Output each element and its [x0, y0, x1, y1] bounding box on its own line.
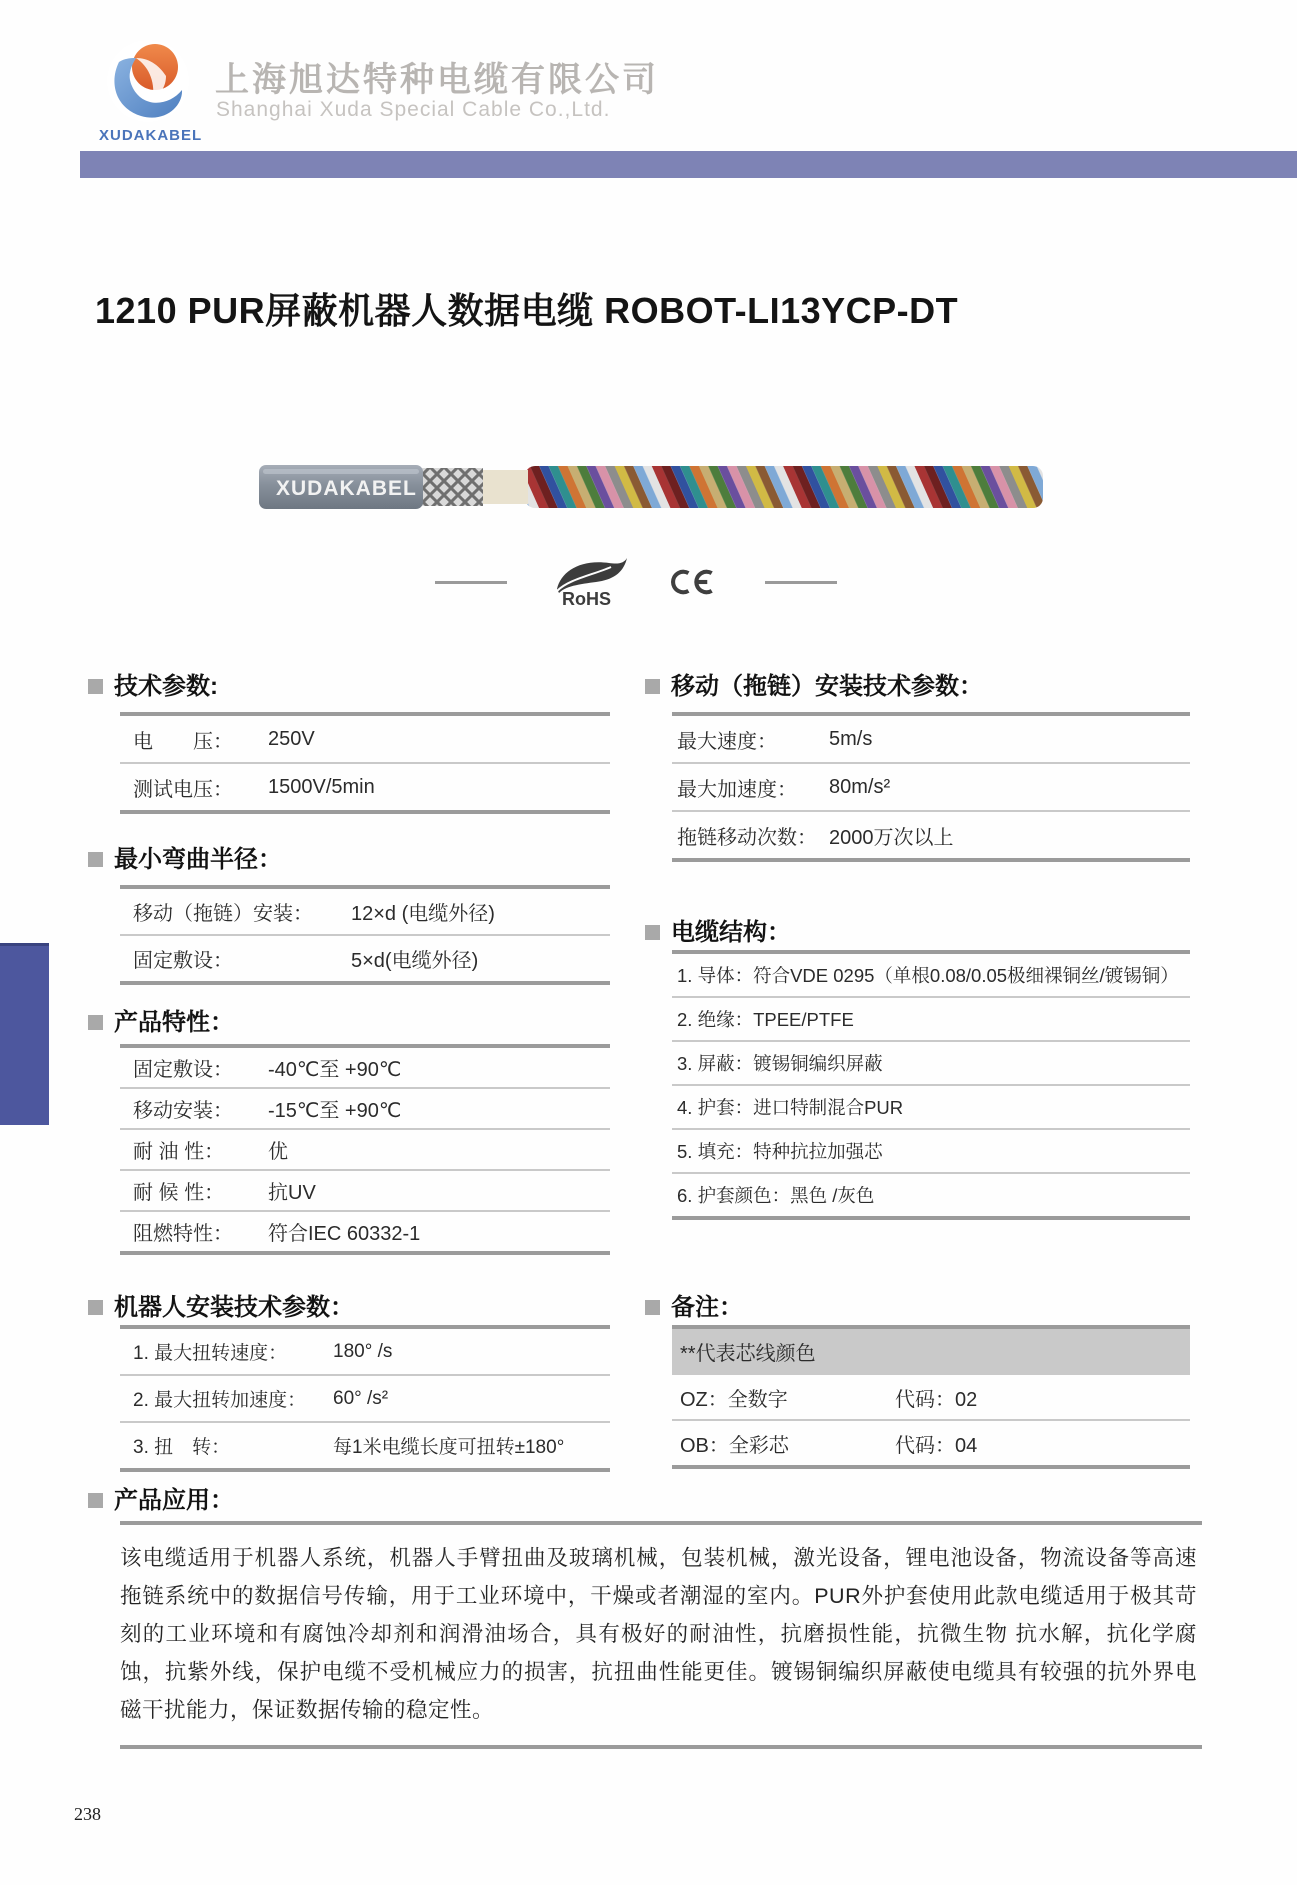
table-row: 拖链移动次数： 2000万次以上 [677, 826, 954, 849]
table-row: 2. 绝缘：TPEE/PTFE [672, 998, 1190, 1042]
spec-table [120, 1325, 610, 1472]
cable-shield-braid [421, 468, 483, 506]
spec-table [120, 712, 610, 814]
table-row: OB：全彩芯 代码：04 [680, 1434, 978, 1457]
table-row: 移动安装： -15℃至 +90℃ [120, 1089, 610, 1130]
section-header [88, 1486, 1205, 1516]
spec-table [120, 1044, 610, 1255]
spec-table [672, 712, 1190, 862]
table-row: 固定敷设： 5×d(电缆外径) [133, 950, 479, 972]
table-row: OZ：全数字 代码：02 [672, 1375, 1190, 1421]
section-header [88, 845, 610, 875]
spec-table [672, 950, 1190, 1220]
table-row: 最大加速度： 80m/s² [672, 764, 1190, 812]
section-title: 移动（拖链）安装技术参数： [671, 673, 983, 700]
section-product-features [88, 1008, 610, 1255]
certification-row [435, 552, 837, 612]
note-row: **代表芯线颜色 [672, 1329, 1190, 1375]
cable-print-label: XUDAKABEL [276, 477, 417, 500]
section-robot-params [88, 1293, 610, 1472]
section-header [88, 672, 610, 702]
product-title: 1210 PUR屏蔽机器人数据电缆 ROBOT-LI13YCP-DT [95, 290, 959, 331]
square-bullet-icon [88, 679, 103, 694]
rohs-icon [549, 555, 629, 609]
section-title: 最小弯曲半径： [114, 846, 282, 873]
separator-dash-right [765, 581, 837, 584]
table-row: 4. 护套：进口特制混合PUR [672, 1086, 1190, 1130]
section-title: 备注： [671, 1294, 743, 1321]
table-row: 测试电压： 1500V/5min [133, 775, 375, 801]
table-row: 阻燃特性： 符合IEC 60332-1 [133, 1223, 421, 1245]
company-name-cn: 上海旭达特种电缆有限公司 [215, 61, 659, 99]
section-application [88, 1486, 1205, 1749]
page-number: 238 [74, 1804, 101, 1824]
section-title: 技术参数: [114, 673, 218, 700]
square-bullet-icon [88, 852, 103, 867]
page-edge-tab [0, 943, 49, 1125]
section-remarks [645, 1293, 1190, 1469]
section-header [645, 918, 1190, 948]
table-row: 移动（拖链）安装： 12×d (电缆外径) [120, 889, 610, 936]
table-row: 1. 最大扭转速度： 180° /s [120, 1329, 610, 1376]
square-bullet-icon [88, 1015, 103, 1030]
section-title: 机器人安装技术参数： [114, 1294, 354, 1321]
section-header [645, 672, 1190, 702]
table-row: 6. 护套颜色：黑色 /灰色 [677, 1185, 875, 1206]
company-logo [103, 36, 193, 126]
cable-wires [525, 466, 1043, 508]
section-title: 产品特性： [114, 1009, 234, 1036]
square-bullet-icon [645, 679, 660, 694]
square-bullet-icon [645, 925, 660, 940]
table-row: 3. 扭 转： 每1米电缆长度可扭转±180° [133, 1437, 565, 1458]
section-mobile-params [645, 672, 1190, 862]
section-title: 电缆结构： [671, 919, 791, 946]
table-row: 耐 油 性： 优 [120, 1130, 610, 1171]
table-row: 耐 候 性： 抗UV [120, 1171, 610, 1212]
spec-table [120, 885, 610, 985]
header-accent-bar [80, 151, 1297, 178]
ce-icon [671, 565, 723, 599]
square-bullet-icon [88, 1493, 103, 1508]
spec-table [672, 1325, 1190, 1469]
table-row: 固定敷设： -40℃至 +90℃ [120, 1048, 610, 1089]
table-row: 5. 填充：特种抗拉加强芯 [672, 1130, 1190, 1174]
cable-filler [480, 470, 528, 504]
brand-wordmark: XUDAKABEL [99, 127, 203, 144]
divider [120, 1745, 1202, 1749]
table-row: 电 压： 250V [120, 716, 610, 764]
section-tech-params [88, 672, 610, 814]
section-header [645, 1293, 1190, 1323]
table-row: 1. 导体：符合VDE 0295（单根0.08/0.05极细裸铜丝/镀锡铜） [672, 954, 1190, 998]
square-bullet-icon [88, 1300, 103, 1315]
square-bullet-icon [645, 1300, 660, 1315]
application-text: 该电缆适用于机器人系统，机器人手臂扭曲及玻璃机械，包装机械，激光设备，锂电池设备，物流设备等高速拖链系统中的数据信号传输，用于工业环境中，干燥或者潮湿的室内。PUR外护套使用此款电缆适用于极其苛刻的工业环境和有腐蚀冷却剂和润滑油场合，具有极好的耐油性，抗磨损性能，抗微生物 抗水解，抗化学腐蚀，抗紫外线，保护电缆不受机械应力的损害，抗扭曲性能更佳。镀锡铜编织屏蔽使电缆具有较强的抗外界电磁干扰能力，保证数据传输的稳定性。 [120, 1546, 1197, 1722]
divider [120, 1521, 1202, 1525]
separator-dash-left [435, 581, 507, 584]
section-header [88, 1008, 610, 1038]
table-row: 最大速度： 5m/s [672, 716, 1190, 764]
cable-photo [255, 460, 1045, 516]
table-row: 3. 屏蔽：镀锡铜编织屏蔽 [672, 1042, 1190, 1086]
section-header [88, 1293, 610, 1323]
table-row: 2. 最大扭转加速度： 60° /s² [120, 1376, 610, 1423]
section-cable-structure [645, 918, 1190, 1220]
company-name-en: Shanghai Xuda Special Cable Co.,Ltd. [216, 98, 611, 121]
svg-text:RoHS: RoHS [562, 589, 611, 609]
section-bend-radius [88, 845, 610, 985]
section-title: 产品应用： [114, 1487, 234, 1514]
